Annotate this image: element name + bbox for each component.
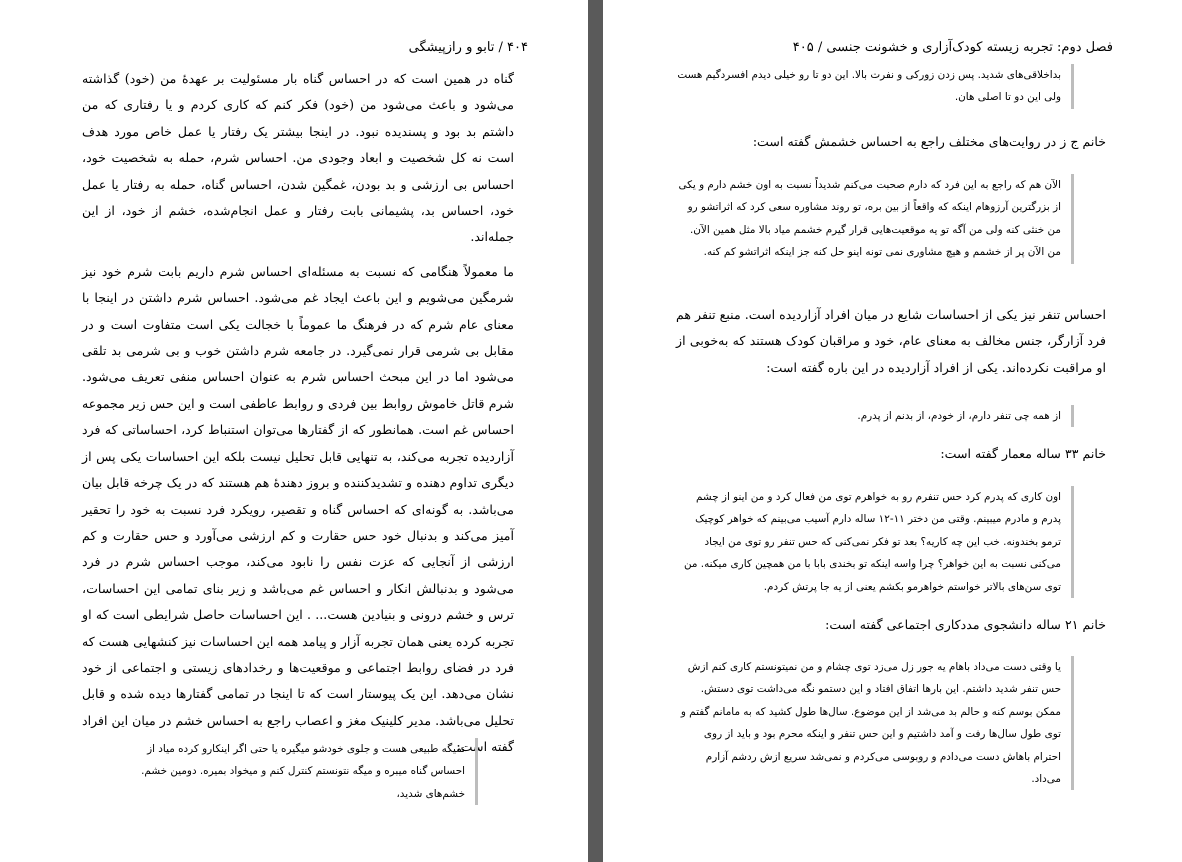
right-page-header: فصل دوم: تجربه زیسته کودک‌آزاری و خشونت جنسی / ۴۰۵ (792, 40, 1113, 55)
right-quote-2 (674, 174, 1074, 264)
left-page-header: ۴۰۴ / تابو و رازپیشگی (408, 40, 528, 55)
right-paragraph-block (676, 302, 1106, 381)
speaker-label-2: خانم ۳۳ ساله معمار گفته است: (940, 446, 1106, 461)
right-quote-4-text: اون کاری که پدرم کرد حس تنفرم رو به خواهرم توی من فعال کرد و من اینو از چشم پدرم و مادرم میبینم. وقتی من دختر ۱۱-۱۲ ساله دارم آسیب می‌بینم که خواهر کوچیک ترمو بخندونه. خب این چه کاریه؟ بعد تو فکر نمی‌کنی که حس تنفر رو توی من ایجاد می‌کنی نسبت به این خواهر؟ چرا واسه اینکه تو بخندی بابا با من همچین کاری میکنه. من توی سن‌های بالاتر خواستم خواهرمو بکشم یعنی از یه جا پرتش کردم. (684, 491, 1061, 593)
page-gutter (588, 0, 603, 862)
right-quote-top (674, 64, 1074, 109)
left-page (0, 0, 588, 862)
right-quote-4 (674, 486, 1074, 598)
right-quote-3-text: از همه چی تنفر دارم، از خودم، از بدنم از پدرم. (857, 410, 1061, 422)
left-paragraph-1: گناه در همین است که در احساس گناه بار مسئولیت بر عهدهٔ من (خود) گذاشته می‌شود و باعث می‌شود من (خود) فکر کنم که کاری کردم و یا رفتاری که من داشتم بد بود و پسندیده نبود. در اینجا بیشتر یک رفتار یا عمل خاص مورد هدف است نه کل شخصیت و ابعاد وجودی من. احساس شرم، حمله به شخصیت خود، احساس بی ارزشی و بد بودن، غمگین شدن، احساس گناه، حمله به رفتار یا عمل خود، احساس بد، پشیمانی بابت رفتار و عمل انجام‌شده، خشم از خود، از این جمله‌اند. (82, 71, 514, 245)
right-quote-5-text: یا وقتی دست می‌داد باهام یه جور زل می‌زد توی چشام و من نمیتونستم کاری کنم ازش حس تنفر شدید داشتم. این بارها اتفاق افتاد و این دستمو نگه می‌داشت توی دستش. ممکن بوسم کنه و حالم بد می‌شد از این موضوع. سال‌ها طول کشید که به مامانم گفتم و توی طول سال‌ها رفت و آمد داشتیم و این حس تنفر و اینکه محرم بود و باید از روی احترام باهاش دست می‌دادم و روبوسی می‌کردم و نمی‌شد سریع ازش ردشم آزارم می‌داد. (680, 661, 1061, 786)
speaker-label-1: خانم ج ز در روایت‌های مختلف راجع به احساس خشمش گفته است: (752, 134, 1106, 149)
right-quote-5 (674, 656, 1074, 790)
right-quote-top-text: بداخلاقی‌های شدید. پس زدن زورکی و نفرت بالا. این دو تا رو خیلی دیدم افسردگیم هست ولی این دو تا اصلی هان. (677, 69, 1061, 104)
right-paragraph-1: احساس تنفر نیز یکی از احساسات شایع در میان افراد آزاردیده است. منبع تنفر هم فرد آزارگر، جنس مخالف به معنای عام، خود و مراقبان کودک هستند که به‌خوبی از او مراقبت نکرده‌اند. یکی از افراد آزاردیده در این باره گفته است: (676, 307, 1106, 375)
right-page (603, 0, 1182, 862)
left-quote (110, 738, 478, 805)
left-paragraph-2: ما معمولاً هنگامی که نسبت به مسئله‌ای احساس شرم داریم بابت شرم خود نیز شرمگین می‌شویم و این باعث ایجاد غم می‌شود. احساس شرم داشتن در اینجا با معنای عام شرم که در فرهنگ ما عموماً با خجالت یکی است متفاوت است و در مقابل بی شرمی قرار نمی‌گیرد. در جامعه شرم داشتن خوب و بی شرمی بد تلقی می‌شود اما در این مبحث احساس شرم به عنوان احساس منفی تعریف می‌شود. شرم قاتل خاموش روابط بین فردی و روابط عاطفی است و این حس زیر مجموعه احساس غم است. همانطور که از گفتارها می‌توان استنباط کرد، احساساتی که فرد آزاردیده تجربه می‌کند، به تنهایی قابل تحلیل نیست بلکه این احساسات یکی پس از دیگری تداوم دهنده و تشدیدکننده و بروز دهندهٔ هم هستند که در یک چرخه قابل بیان می‌باشد. به گونه‌ای که احساس گناه و تقصیر، رویکرد فرد نسبت به خود را تحقیر آمیز می‌کند و بدنبال خود حس حقارت و کم ارزشی می‌آورد و حس حقارت و کم ارزشی از آنجایی که عزت نفس را نابود می‌کند، موجب احساس شرم در فرد می‌شود و بدنبالش انکار و احساس غم می‌باشد و زیر بنای تمامی این احساسات، ترس و خشم درونی و بنیادین هست... . این احساسات حاصل شرایطی است که او تجربه کرده یعنی همان تجربه آزار و پیامد همه این احساسات نیز کنشهایی هست که فرد در فضای روابط اجتماعی و موقعیت‌ها و رخدادهای زیستی و اجتماعی از خود نشان می‌دهد. این یک پیوستار است که تا اینجا در تمامی گفتارها دیده شده و قابل تحلیل می‌باشد. مدیر کلینیک مغز و اعصاب راجع به احساس خشم در میان این افراد گفته است: (81, 263, 514, 755)
right-quote-3 (674, 405, 1074, 427)
right-quote-2-text: الآن هم که راجع به این فرد که دارم صحبت می‌کنم شدیداً نسبت به اون خشم دارم و یکی از بزرگترین آرزوهام اینکه که واقعاً از بین بره، تو روند مشاوره سعی کرد که اثراتشو رو من خنثی کنه ولی من آگه تو یه موقعیت‌هایی قرار گیرم خشمم میاد بالا مثل همین الآن. من الآن پر از خشمم و هیچ مشاوری نمی تونه اینو حل کنه جز اینکه اثراتشو کم کنه. (678, 179, 1061, 259)
left-quote-text: نمیگه طبیعی هست و جلوی خودشو میگیره یا حتی اگر اینکارو کرده میاد از احساس گناه میبره و میگه نتونستم کنترل کنم و میخواد بمیره. دومین خشم. خشم‌های شدید، (141, 743, 465, 800)
left-body (82, 66, 514, 761)
speaker-label-3: خانم ۲۱ ساله دانشجوی مددکاری اجتماعی گفته است: (825, 617, 1106, 632)
